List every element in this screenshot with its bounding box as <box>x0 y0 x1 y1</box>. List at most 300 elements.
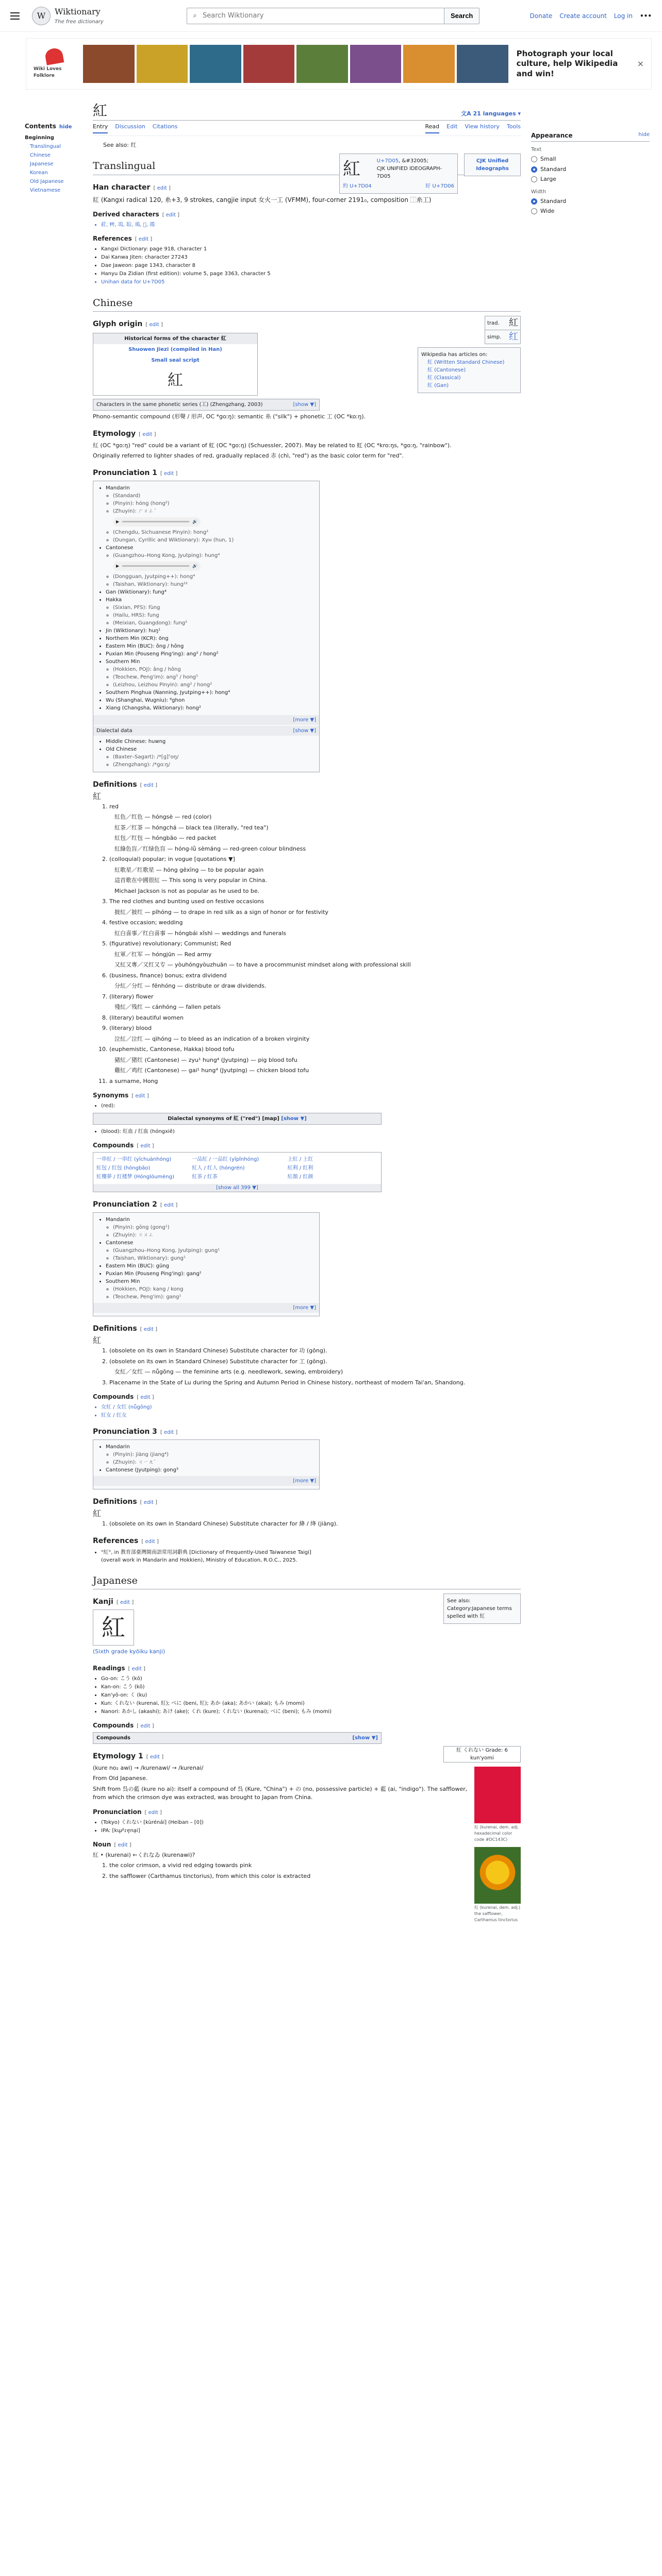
trad-label: trad. <box>487 320 500 326</box>
banner-photo-strip <box>83 45 508 83</box>
edit-link[interactable]: [ edit ] <box>145 1810 162 1816</box>
definition-item <box>109 803 521 854</box>
definition-item: 1. (obsolete on its own in Standard Chinese) Substitute character for 絳 / 绛 (jiàng). <box>109 1520 521 1529</box>
see-also-box[interactable]: See also: Category:Japanese terms spelled with 紅 <box>443 1594 521 1624</box>
toc-item[interactable]: Chinese <box>30 152 51 158</box>
usage-example: 紅白喜事／红白喜事 — hóngbái xǐshì — weddings and funerals <box>114 929 287 937</box>
definitions-list <box>93 1347 521 1387</box>
phonetic-series-label: Characters in the same phonetic series (工) (Zhengzhang, 2003) <box>96 402 263 408</box>
table-of-contents <box>10 90 88 1923</box>
pron-variety: • Puxian Min (Pouseng Ping'ing): gang¹ <box>106 1270 314 1278</box>
pron-reading: ◦ (Teochew, Peng'im): gang¹ <box>113 1293 314 1301</box>
etymology-text: (kure no₂ awi) → /kurenawi/ → /kurenai/ <box>93 1764 204 1771</box>
pron-reading: ◦ (Taishan, Wiktionary): gung¹ <box>113 1255 314 1262</box>
synonyms-heading: Synonyms <box>93 1092 129 1099</box>
definition-item <box>109 897 521 917</box>
historical-forms-table <box>93 333 258 396</box>
reference-text: (overall work in Mandarin and Hokkien), Ministry of Education, R.O.C., 2025. <box>101 1557 297 1563</box>
pronunciation-box <box>93 1212 320 1316</box>
play-icon[interactable]: ▶ <box>116 519 120 524</box>
wikipedia-title: Wikipedia has articles on: <box>421 352 488 358</box>
old-chinese-reading: ◦ (Zhengzhang): /*ɡoːŋ/ <box>113 761 314 769</box>
pron-variety: • Jin (Wiktionary): huŋ¹ <box>106 627 314 635</box>
pron-variety: • Mandarin <box>106 1443 314 1451</box>
pron-variety: • Gan (Wiktionary): fung⁴ <box>106 588 314 596</box>
definitions-heading: Definitions <box>93 780 137 789</box>
definition-text: (business, finance) bonus; extra dividend <box>109 972 227 979</box>
definition-item <box>109 993 521 1012</box>
wikipedia-box <box>418 347 521 393</box>
reference-item: • Dae Jaweon: page 1343, character 8 <box>101 262 521 269</box>
reference-item[interactable]: • Unihan data for U+7D05 <box>101 278 521 286</box>
edit-link[interactable]: [ edit ] <box>139 432 156 437</box>
pron-variety: • Xiang (Changsha, Wiktionary): hong² <box>106 704 314 712</box>
tab-discussion[interactable]: Discussion <box>115 123 145 130</box>
etymology-1-heading: Etymology 1 <box>93 1752 143 1760</box>
usage-example: 紅茶／红茶 — hóngchá — black tea (literally, "red tea") <box>114 824 269 831</box>
user-tools <box>530 11 652 21</box>
pron-variety: • Mandarin <box>106 1216 314 1224</box>
wiktionary-logo-icon: W <box>32 7 51 25</box>
usage-example: 紅軍／红军 — hóngjūn — Red army <box>114 951 212 958</box>
text-size-label: Text <box>531 147 542 152</box>
banner-org: Wiki Loves Folklore <box>34 66 62 78</box>
etymology-heading: Etymology <box>93 429 136 438</box>
safflower-photo <box>474 1847 521 1904</box>
more-options-icon[interactable]: ••• <box>639 12 652 20</box>
heart-icon <box>44 47 64 65</box>
audio-progress <box>122 521 189 522</box>
audio-progress <box>122 565 189 567</box>
cjk-block-box[interactable]: CJK Unified Ideographs <box>464 154 521 176</box>
site-name: Wiktionary <box>55 7 101 16</box>
width-option[interactable] <box>531 197 650 206</box>
definition-item <box>109 855 521 895</box>
compound-item[interactable]: • 紅女 / 红女 <box>101 1412 521 1419</box>
usage-example: 女紅／女红 — nǚgōng — the feminine arts (e.g. needlework, sewing, embroidery) <box>114 1368 343 1375</box>
kanji-reading-table: 紅 くれない Grade: 6 kun'yomi <box>443 1746 521 1762</box>
tab-entry[interactable]: Entry <box>93 123 108 133</box>
han-character-heading: Han character <box>93 183 151 192</box>
toc-item[interactable]: Vietnamese <box>30 188 61 193</box>
usage-example: 紅色／红色 — hóngsè — red (color) <box>114 814 212 820</box>
text-size-option[interactable] <box>531 175 650 184</box>
pron-reading: ◦ (Sixian, PFS): fùng <box>113 604 314 612</box>
edit-link[interactable]: [ edit ] <box>162 212 179 218</box>
han-character-text: 紅 (Kangxi radical 120, 糸+3, 9 strokes, cangjie input 女火一工 (VFMM), four-corner 2191₀, composition ⿰糸工) <box>93 196 432 204</box>
reference-item: • Dai Kanwa Jiten: character 27243 <box>101 253 521 261</box>
see-also-note: See also: 红 <box>103 141 137 148</box>
usage-example: 這首歌在中國很紅 — This song is very popular in China. <box>114 877 267 884</box>
pron-reading: ◦ (Hokkien, POJ): kang / kong <box>113 1285 314 1293</box>
edit-link[interactable]: [ edit ] <box>137 1723 154 1729</box>
create-account-link[interactable]: Create account <box>559 12 607 20</box>
campaign-banner[interactable] <box>26 38 652 90</box>
definition-item <box>109 1347 521 1355</box>
search-icon: ⌕ <box>193 11 197 20</box>
reading-item: • Nanori: あかし (akashi); あけ (ake); くれ (kure); くれない (kurenai); べに (beni); もみ (momi) <box>101 1708 521 1716</box>
pron-reading: ◦ (Pinyin): gōng (gong¹) <box>113 1224 314 1231</box>
headword: 紅 <box>93 791 102 801</box>
pron-reading: ◦ (Pinyin): jiàng (jiang⁴) <box>113 1451 314 1459</box>
reading-item: • Go-on: こう (kō) <box>101 1675 521 1683</box>
pron-reading: ◦ (Standard) <box>113 492 314 500</box>
middle-chinese: • Middle Chinese: huwng <box>106 738 314 745</box>
edit-link[interactable]: [ edit ] <box>146 1754 163 1760</box>
glyph-origin-heading: Glyph origin <box>93 320 143 328</box>
unicode-info-box: 紅 U+7D05, &#32005; CJK UNIFIED IDEOGRAPH-7D05 約 U+7D04 紆 U+7D06 <box>339 154 458 194</box>
compound-item[interactable]: 一品紅 / 一品红 (yīpǐnhóng) <box>192 1157 259 1162</box>
old-chinese-reading: ◦ (Baxter–Sagart): /*[ɡ]ˤoŋ/ <box>113 753 314 761</box>
pronunciation-item: • (Tokyo) くれない [kùrénáí] (Heiban – [0]) <box>101 1819 521 1826</box>
usage-example: 豬紅／猪红 (Cantonese) — zyu¹ hung⁴ (Jyutping) — pig blood tofu <box>114 1056 297 1063</box>
edit-link[interactable]: [ edit ] <box>117 1600 134 1605</box>
more-toggle[interactable]: [more ▼] <box>293 1305 316 1311</box>
page-title: 紅 <box>93 102 108 119</box>
definition-text: (figurative) revolutionary; Communist; Red <box>109 940 231 947</box>
next-char-link[interactable]: 紆 U+7D06 <box>425 183 454 189</box>
pron-reading: ◦ (Taishan, Wiktionary): hung²² <box>113 581 314 588</box>
width-option[interactable] <box>531 207 650 216</box>
edit-link[interactable]: [ edit ] <box>140 1500 157 1505</box>
edit-link[interactable]: [ edit ] <box>114 1842 131 1848</box>
dialectal-data-label: Dialectal data <box>96 727 133 734</box>
pron-reading: ◦ (Hokkien, POJ): âng / hông <box>113 666 314 673</box>
pron-reading: ◦ (Zhuyin): ㄏㄨㄥˊ <box>113 507 314 515</box>
headword: 紅 <box>93 1509 102 1518</box>
pronunciation-3-heading: Pronunciation 3 <box>93 1428 157 1436</box>
readings-heading: Readings <box>93 1664 125 1672</box>
crimson-swatch <box>474 1767 521 1823</box>
pron-reading: ◦ (Chengdu, Sichuanese Pinyin): hong² <box>113 529 314 536</box>
definition-text: red <box>109 803 119 810</box>
site-tagline: The free dictionary <box>55 19 104 25</box>
close-icon[interactable]: × <box>637 59 644 69</box>
languages-button[interactable]: 文A 21 languages ▾ <box>461 110 521 117</box>
definition-item: 1. the color crimson, a vivid red edging towards pink <box>109 1861 521 1870</box>
etymology-text: Shift from 呉の藍 (kure no ai): itself a compound of 呉 (Kure, "China") + の (no, possessive particle) + 藍 (ai, "indigo"). The safflower, from which the crimson dye was extracted, was brought to Japan from China. <box>93 1785 468 1801</box>
dialectal-synonyms-table[interactable] <box>93 1113 382 1125</box>
pron-variety: • Eastern Min (BUC): ông / hông <box>106 642 314 650</box>
definition-text: (obsolete on its own in Standard Chinese) Substitute character for 功 (gōng). <box>109 1347 327 1354</box>
text-size-option[interactable] <box>531 165 650 174</box>
crimson-image-box[interactable] <box>474 1767 521 1843</box>
definition-item <box>109 972 521 991</box>
donate-link[interactable]: Donate <box>529 12 553 20</box>
edit-link[interactable]: [ edit ] <box>145 322 162 328</box>
unicode-code[interactable]: U+7D05 <box>376 158 399 164</box>
historical-forms-title: Historical forms of the character 紅 <box>93 333 257 344</box>
synonym-item: • (red): <box>101 1102 521 1110</box>
edit-link[interactable]: [ edit ] <box>131 1093 148 1099</box>
prev-char-link[interactable]: 約 U+7D04 <box>343 183 372 189</box>
trad-glyph: 紅 <box>509 317 518 328</box>
usage-example: 殘紅／残红 — cánhóng — fallen petals <box>114 1004 221 1010</box>
derived-characters[interactable]: • 葒, 𢃍, 䲨, 䛗, 䲪, 𦥓, 鴻 <box>101 221 521 229</box>
definition-item <box>109 1077 521 1086</box>
pron-reading: ◦ (Meixian, Guangdong): fung² <box>113 619 314 627</box>
pron-reading: ◦ (Hailu, HRS): fung <box>113 612 314 619</box>
log-in-link[interactable]: Log in <box>614 12 633 20</box>
edit-link[interactable]: [ edit ] <box>137 1143 154 1149</box>
radio-icon[interactable] <box>531 208 537 214</box>
definition-text: (literary) flower <box>109 993 154 1000</box>
image-caption: 紅 (kurenai, dem. adj.) the safflower, Carthamus tinctorius <box>474 1905 521 1922</box>
site-logo[interactable] <box>32 6 187 26</box>
pronunciation-1-heading: Pronunciation 1 <box>93 468 157 477</box>
usage-example: 雞紅／鸡红 (Cantonese) — gai¹ hung⁴ (Jyutping) — chicken blood tofu <box>114 1067 309 1074</box>
text-size-option-label: Standard <box>540 165 567 173</box>
banner-message: Photograph your local culture, help Wikipedia and win! <box>516 48 618 78</box>
tab-read[interactable]: Read <box>425 123 440 133</box>
trad-simp-box <box>485 316 521 344</box>
pron-variety: • Southern Min <box>106 658 314 666</box>
edit-link[interactable]: [ edit ] <box>160 1430 177 1435</box>
edit-link[interactable]: [ edit ] <box>140 1327 157 1332</box>
radio-icon[interactable] <box>531 198 537 205</box>
pron-variety: • Northern Min (KCR): ŏng <box>106 635 314 642</box>
usage-example: 紅綠色盲／红绿色盲 — hóng-lǜ sèmáng — red-green colour blindness <box>114 845 306 852</box>
volume-icon[interactable]: 🔊 <box>192 519 197 524</box>
kanji-grade[interactable]: (Sixth grade kyōiku kanji) <box>93 1648 166 1655</box>
compounds-heading: Compounds <box>93 1142 134 1149</box>
compounds-bar-label: Compounds <box>96 1735 131 1741</box>
toc-hide-link[interactable]: hide <box>59 124 72 130</box>
edit-link[interactable]: [ edit ] <box>128 1666 145 1672</box>
pron-variety: • Southern Min <box>106 1278 314 1285</box>
safflower-image-box[interactable] <box>474 1847 521 1923</box>
show-all-toggle[interactable]: [show all 399 ▼] <box>93 1184 381 1192</box>
show-toggle[interactable]: [show ▼] <box>293 402 316 408</box>
tab-view-history[interactable]: View history <box>465 123 500 130</box>
compounds-table <box>93 1152 382 1192</box>
play-icon[interactable]: ▶ <box>116 563 120 568</box>
definition-text: (euphemistic, Cantonese, Hakka) blood tofu <box>109 1046 235 1053</box>
definition-text: (obsolete on its own in Standard Chinese) Substitute character for 工 (gōng). <box>109 1358 327 1365</box>
unicode-entity: &#32005; <box>402 158 428 164</box>
languages-count: 21 languages <box>473 110 516 117</box>
appearance-title: Appearance <box>531 132 573 139</box>
pronunciation-2-heading: Pronunciation 2 <box>93 1200 157 1209</box>
etymology-text: From Old Japanese. <box>93 1775 148 1782</box>
dialectal-synonyms-title: Dialectal synonyms of 紅 ("red") [map] <box>168 1116 279 1122</box>
compound-item[interactable]: 紅包 / 红包 (hóngbāo) <box>96 1165 151 1171</box>
compounds-heading: Compounds <box>93 1393 134 1400</box>
noun-heading: Noun <box>93 1840 111 1848</box>
width-label: Width <box>531 189 547 195</box>
compound-item[interactable]: 紅顏 / 红颜 <box>287 1174 313 1180</box>
show-toggle[interactable]: [show ▼] <box>293 727 316 734</box>
unicode-name: CJK UNIFIED IDEOGRAPH-7D05 <box>376 166 442 179</box>
reference-text: "紅", in 教育部臺灣閩南語常用詞辭典 [Dictionary of Frequently-Used Taiwanese Taigi] <box>101 1549 311 1555</box>
audio-player[interactable] <box>113 517 201 527</box>
definition-item <box>109 1379 521 1387</box>
kanji-glyph: 紅 <box>93 1609 134 1646</box>
compound-item[interactable]: 一串紅 / 一串红 (yīchuànhóng) <box>96 1157 172 1162</box>
tab-citations[interactable]: Citations <box>152 123 178 130</box>
edit-link[interactable]: [ edit ] <box>160 471 177 477</box>
pronunciation-box <box>93 481 320 772</box>
usage-example: 披紅／披红 — pīhóng — to drape in red silk as a sign of honor or for festivity <box>114 908 328 916</box>
edit-link[interactable]: [ edit ] <box>160 1202 177 1208</box>
references-heading: References <box>93 234 132 242</box>
pron-reading: ◦ (Dongguan, Jyutping++): hong⁴ <box>113 573 314 581</box>
toc-item[interactable]: Translingual <box>30 144 61 149</box>
usage-example: 又紅又專／又红又专 — yòuhóngyòuzhuān — to have a procommunist mindset along with professional skill <box>114 961 411 968</box>
text-size-option[interactable] <box>531 155 650 164</box>
phonetic-series-bar[interactable] <box>93 399 320 411</box>
toc-item[interactable]: Japanese <box>30 161 54 167</box>
section-japanese: Japanese <box>93 1573 521 1590</box>
more-toggle[interactable]: [more ▼] <box>293 1478 316 1484</box>
definition-item <box>109 1358 521 1377</box>
more-toggle[interactable]: [more ▼] <box>293 717 316 723</box>
search-input[interactable] <box>203 8 444 24</box>
compound-item[interactable]: 紅人 / 红人 (hóngrén) <box>192 1165 245 1171</box>
search-button[interactable]: Search <box>444 8 479 24</box>
compound-item[interactable]: 紅利 / 红利 <box>287 1165 313 1171</box>
seal-script-glyph: 紅 <box>168 371 183 389</box>
definition-item <box>109 919 521 938</box>
usage-example: 泣紅／泣红 — qìhóng — to bleed as an indication of a broken virginity <box>114 1035 310 1042</box>
reading-item: • Kun: くれない (kurenai, 紅); べに (beni, 紅); あか (aka); あかい (akai); もみ (momi) <box>101 1700 521 1707</box>
edit-link[interactable]: [ edit ] <box>135 236 152 242</box>
edit-link[interactable]: [ edit ] <box>140 783 157 788</box>
simp-glyph[interactable]: 红 <box>509 331 518 342</box>
kanji-heading: Kanji <box>93 1598 113 1606</box>
volume-icon[interactable]: 🔊 <box>192 563 197 568</box>
wikipedia-link[interactable]: 紅 (Classical) <box>427 375 461 381</box>
toc-item[interactable]: Old Japanese <box>30 179 64 184</box>
pronunciation-box <box>93 1439 320 1489</box>
reference-item <box>101 1549 521 1564</box>
edit-link[interactable]: [ edit ] <box>153 185 170 191</box>
etymology-text: 紅 (OC *ɡoːŋ) "red" could be a variant of 虹 (OC *ɡoːŋ) (Schuessler, 2007). May be related to 虹 (OC *kroːŋs, *ɡoːŋ, "rainbow"). <box>93 442 452 449</box>
pron-reading: ◦ (Guangzhou–Hong Kong, Jyutping): gung¹ <box>113 1247 314 1255</box>
tab-edit[interactable]: Edit <box>446 123 458 130</box>
site-header <box>0 0 662 32</box>
reading-item: • Kan-on: こう (kō) <box>101 1683 521 1691</box>
definitions-list <box>93 803 521 1086</box>
pron-reading: ◦ (Leizhou, Leizhou Pinyin): ang² / hong² <box>113 681 314 689</box>
pronunciation-heading: Pronunciation <box>93 1808 142 1816</box>
wiki-loves-folklore-logo <box>34 47 75 80</box>
glyph-origin-text: Phono-semantic compound (形聲 / 形声, OC *ɡoːŋ): semantic 糸 ("silk") + phonetic 工 (OC *koːŋ). <box>93 413 366 420</box>
radio-icon[interactable] <box>531 166 537 173</box>
references-heading: References <box>93 1536 139 1545</box>
simp-label: simp. <box>487 334 502 340</box>
page-tabs <box>93 123 521 136</box>
edit-link[interactable]: [ edit ] <box>137 1395 154 1400</box>
show-toggle[interactable]: [show ▼] <box>281 1116 307 1122</box>
definition-text: The red clothes and bunting used on festive occasions <box>109 898 264 905</box>
pron-reading: ◦ (Pinyin): hóng (hong²) <box>113 500 314 507</box>
section-chinese: Chinese <box>93 296 521 312</box>
usage-example: 紅包／红包 — hóngbāo — red packet <box>114 835 217 841</box>
width-option-label: Standard <box>540 197 567 205</box>
edit-link[interactable]: [ edit ] <box>141 1539 158 1545</box>
radio-icon[interactable] <box>531 156 537 162</box>
pron-variety: • Cantonese <box>106 544 314 552</box>
show-toggle[interactable]: [show ▼] <box>352 1735 378 1741</box>
definitions-heading: Definitions <box>93 1325 137 1333</box>
usage-example: 分紅／分红 — fēnhóng — distribute or draw dividends. <box>114 982 267 989</box>
appearance-hide-link[interactable]: hide <box>638 132 650 138</box>
definition-text: festive occasion; wedding <box>109 919 183 926</box>
headword: 紅 <box>93 1335 102 1345</box>
main-menu-icon[interactable] <box>10 9 25 23</box>
compound-item[interactable]: 上紅 / 上红 <box>287 1157 313 1162</box>
derived-heading: Derived characters <box>93 210 159 218</box>
definition-text: (literary) beautiful women <box>109 1014 184 1021</box>
wikipedia-link[interactable]: 紅 (Cantonese) <box>427 367 466 373</box>
historical-forms-script[interactable]: Small seal script <box>151 358 200 363</box>
wikipedia-link[interactable]: 紅 (Written Standard Chinese) <box>427 360 505 365</box>
definition-text: a surname, Hong <box>109 1077 158 1084</box>
definition-item <box>109 1024 521 1043</box>
unicode-glyph: 紅 <box>343 158 360 179</box>
pron-variety: • Cantonese <box>106 1239 314 1247</box>
definitions-heading: Definitions <box>93 1498 137 1506</box>
reference-item: • Kangxi Dictionary: page 918, character 1 <box>101 245 521 253</box>
main-content <box>93 90 521 1923</box>
text-size-option-label: Small <box>540 156 556 162</box>
pron-variety: • Wu (Shanghai, Wugniu): ⁶ghon <box>106 697 314 704</box>
pronunciation-item: • IPA: [kɯ̟ᵝɾe̞na̠i] <box>101 1827 521 1835</box>
appearance-panel <box>521 90 650 1923</box>
pron-reading: ◦ (Guangzhou–Hong Kong, Jyutping): hung⁴ <box>113 552 314 560</box>
text-size-option-label: Large <box>540 176 556 182</box>
toc-item[interactable]: Beginning <box>25 135 54 141</box>
pron-reading: ◦ (Teochew, Peng'im): ang⁵ / hong⁵ <box>113 673 314 681</box>
width-option-label: Wide <box>540 208 555 214</box>
definition-item <box>109 1014 521 1023</box>
toc-item[interactable]: Korean <box>30 170 48 176</box>
etymology-text: Originally referred to lighter shades of red, gradually replaced 赤 (chì, "red") as the basic color term for "red". <box>93 452 404 459</box>
pron-reading: ◦ (Zhuyin): ㄐㄧㄤˋ <box>113 1459 314 1466</box>
wikipedia-link[interactable]: 紅 (Gan) <box>427 383 449 388</box>
tab-tools[interactable]: Tools <box>506 123 521 130</box>
radio-icon[interactable] <box>531 176 537 182</box>
search-box <box>187 8 444 24</box>
historical-forms-source[interactable]: Shuowen Jiezi (compiled in Han) <box>128 347 222 352</box>
image-caption: 紅 (kurenai, dem. adj. hexadecimal color code #DC143C) <box>474 1824 519 1842</box>
pron-variety: • Puxian Min (Pouseng Ping'ing): ang² / hong² <box>106 650 314 658</box>
usage-example: Michael Jackson is not as popular as he used to be. <box>114 887 260 894</box>
definition-item <box>109 940 521 970</box>
reading-item: • Kan'yō-on: く (ku) <box>101 1691 521 1699</box>
compound-item[interactable]: • 女紅 / 女红 (nǚgōng) <box>101 1403 521 1411</box>
compound-item[interactable]: 紅樓夢 / 红楼梦 (Hónglóumèng) <box>96 1174 174 1180</box>
usage-example: 紅歌星／红歌星 — hóng gēxīng — to be popular again <box>114 866 264 873</box>
definition-text: (colloquial) popular; in vogue [quotations ▼] <box>109 856 235 862</box>
pron-variety: • Southern Pinghua (Nanning, Jyutping++): hong⁴ <box>106 689 314 697</box>
pron-variety: • Eastern Min (BUC): gŭng <box>106 1262 314 1270</box>
pron-variety: • Mandarin <box>106 484 314 492</box>
audio-player[interactable] <box>113 562 201 571</box>
reference-item: • Hanyu Da Zidian (first edition): volume 5, page 3363, character 5 <box>101 270 521 278</box>
compounds-heading: Compounds <box>93 1721 134 1729</box>
definition-text: (literary) blood <box>109 1025 152 1031</box>
old-chinese: • Old Chinese <box>106 745 314 753</box>
pron-variety: • Cantonese (Jyutping): gong³ <box>106 1466 314 1474</box>
definition-item: 2. the safflower (Carthamus tinctorius), from which this color is extracted <box>109 1872 521 1881</box>
compound-item[interactable]: 紅茶 / 红茶 <box>192 1174 218 1180</box>
section-translingual: Translingual <box>93 159 521 175</box>
toc-title: Contents <box>25 123 56 130</box>
synonym-item: • (blood): 紅血 / 红血 (hóngxiě) <box>101 1128 521 1136</box>
compounds-bar[interactable] <box>93 1732 382 1744</box>
